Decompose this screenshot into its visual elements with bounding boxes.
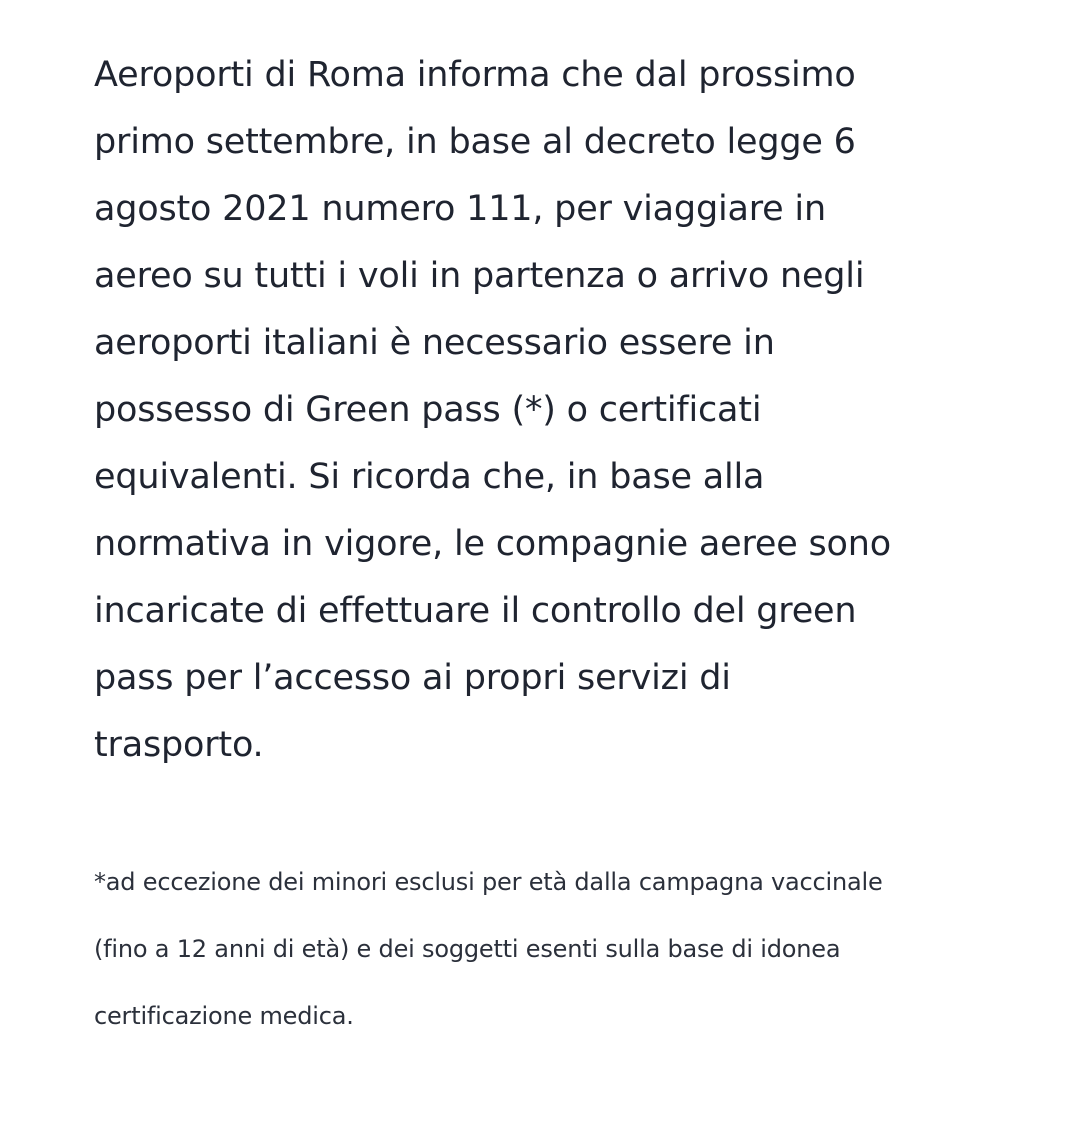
paragraph-line: aeroporti italiani è necessario essere in (94, 323, 775, 363)
main-paragraph (94, 42, 994, 779)
paragraph-line: aereo su tutti i voli in partenza o arrivo negli (94, 256, 865, 296)
paragraph-line: normativa in vigore, le compagnie aeree sono (94, 524, 891, 564)
footnote-line: (fino a 12 anni di età) e dei soggetti esenti sulla base di idonea (94, 935, 841, 963)
footnote-line: *ad eccezione dei minori esclusi per età dalla campagna vaccinale (94, 868, 883, 896)
paragraph-line: agosto 2021 numero 111, per viaggiare in (94, 189, 826, 229)
paragraph-line: primo settembre, in base al decreto legge 6 (94, 122, 856, 162)
paragraph-line: pass per l’accesso ai propri servizi di (94, 658, 731, 698)
article-content (94, 42, 994, 1050)
paragraph-line: possesso di Green pass (*) o certificati (94, 390, 762, 430)
footnote-line: certificazione medica. (94, 1002, 354, 1030)
paragraph-line: trasporto. (94, 725, 264, 765)
paragraph-line: equivalenti. Si ricorda che, in base alla (94, 457, 765, 497)
footnote (94, 849, 994, 1050)
paragraph-line: incaricate di effettuare il controllo del green (94, 591, 857, 631)
paragraph-line: Aeroporti di Roma informa che dal prossimo (94, 55, 856, 95)
